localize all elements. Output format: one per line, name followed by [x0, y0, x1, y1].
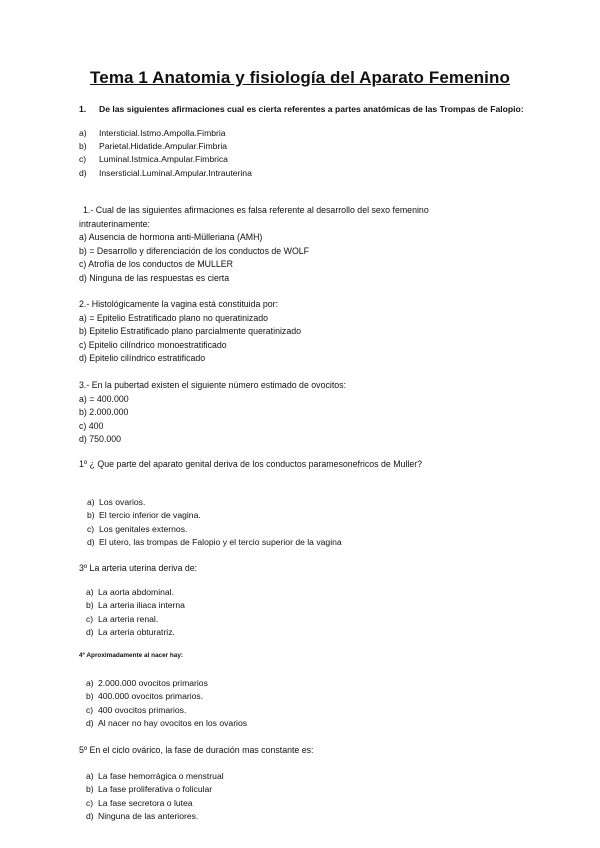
question-6-options: [86, 586, 566, 640]
option: c) La arteria renal.: [86, 613, 159, 624]
question-4-text: 3.- En la pubertad existen el siguiente número estimado de ovocitos:: [79, 380, 346, 390]
question-7-options: [86, 677, 566, 731]
option: a) 2.000.000 ovocitos primarios: [86, 678, 208, 688]
option: b) Epitelio Estratificado plano parcialmente queratinizado: [79, 326, 302, 336]
option: c) 400: [79, 420, 104, 431]
option: b) El tercio inferior de vagina.: [87, 510, 201, 521]
option: d) El utero, las trompas de Falopio y el tercio superior de la vagina: [87, 537, 342, 548]
option: b) La fase proliferativa o folicular: [86, 784, 213, 795]
option: c) Los genitales externos.: [87, 523, 188, 534]
question-8-options: [86, 770, 566, 824]
option: a) La aorta abdominal.: [86, 587, 174, 597]
question-3: [79, 298, 559, 366]
option: a) = Epitelio Estratificado plano no queratinizado: [79, 312, 269, 323]
option: d) Insersticial.Luminal.Ampular.Intrauterina: [79, 167, 252, 178]
question-1-text: De las siguientes afirmaciones cual es cierta referentes a partes anatómicas de las Trompas de Falopio:: [99, 104, 524, 114]
question-2-text: 1.- Cual de las siguientes afirmaciones es falsa referente al desarrollo del sexo femenino: [83, 205, 429, 215]
option: d) Al nacer no hay ovocitos en los ovarios: [86, 718, 248, 729]
question-4: [79, 379, 559, 447]
option: a) = 400.000: [79, 393, 129, 404]
question-5-text: 1º ¿ Que parte del aparato genital deriva de los conductos paramesonefricos de Muller?: [79, 459, 423, 469]
option: a) Intersticial.Istmo.Ampolla.Fimbria: [79, 128, 226, 138]
option: b) 400.000 ovocitos primarios.: [86, 691, 204, 702]
option: a) La fase hemorrágica o menstrual: [86, 771, 224, 781]
option: b) La arteria iliaca interna: [86, 600, 185, 611]
question-6: [79, 562, 559, 576]
option: d) 750.000: [79, 434, 122, 444]
option: b) = Desarrollo y diferenciación de los conductos de WOLF: [79, 245, 310, 256]
question-3-text: 2.- Histológicamente la vagina está constituida por:: [79, 299, 279, 309]
question-1-number: 1.: [79, 104, 87, 114]
question-7-text: 4º Aproximadamente al nacer hay:: [79, 652, 184, 659]
option: b) Parietal.Hidatide.Ampular.Fimbria: [79, 141, 228, 152]
option: d) La arteria obturatriz.: [86, 627, 175, 638]
question-2-text-cont: intrauterinamente:: [79, 218, 150, 229]
option: b) 2.000.000: [79, 407, 129, 417]
page-title: Tema 1 Anatomia y fisiología del Aparato Femenino: [90, 68, 510, 87]
option: c) Epitelio cilíndrico monoestratificado: [79, 339, 227, 350]
option: d) Ninguna de las respuestas es cierta: [79, 272, 230, 283]
question-5-options: [87, 496, 567, 550]
option: a) Los ovarios.: [87, 497, 146, 507]
question-1: [79, 103, 579, 116]
question-5: [79, 458, 559, 472]
question-8-text: 5º En el ciclo ovárico, la fase de duración mas constante es:: [79, 745, 314, 755]
question-6-text: 3º La arteria uterina deriva de:: [79, 563, 198, 573]
question-8: [79, 744, 559, 758]
option: d) Ninguna de las anteriores.: [86, 811, 199, 822]
question-7: [79, 652, 559, 659]
question-1-options: [79, 127, 559, 180]
option: c) La fase secretora o lutea: [86, 797, 193, 808]
option: c) Luminal.Istmica.Ampular.Fimbrica: [79, 154, 228, 165]
option: c) 400 ovocitos primarios.: [86, 704, 187, 715]
question-2: [79, 204, 559, 285]
option: d) Epitelio cilíndrico estratificado: [79, 353, 206, 363]
option: a) Ausencia de hormona anti-Mülleriana (AMH): [79, 232, 263, 242]
option: c) Atrofía de los conductos de MULLER: [79, 259, 234, 269]
